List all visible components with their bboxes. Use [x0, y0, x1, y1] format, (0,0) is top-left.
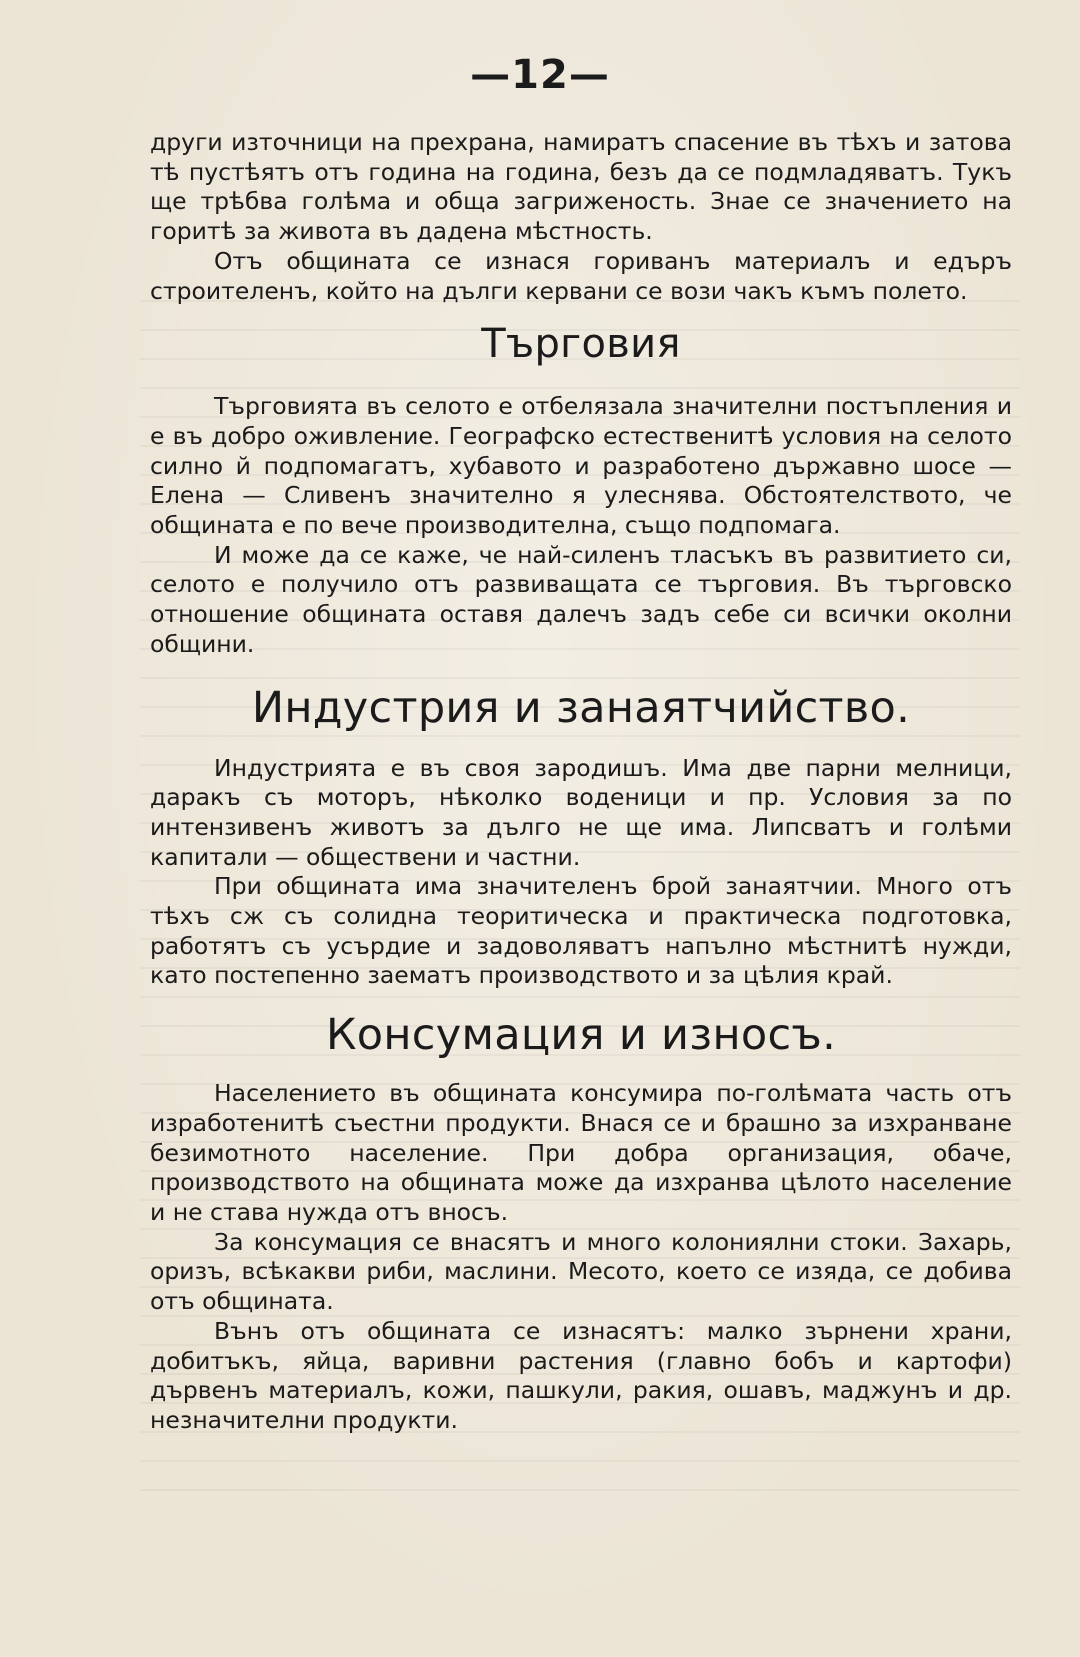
paragraph-industry-1: Индустрията е въ своя зародишъ. Има две парни мелници, даракъ съ моторъ, нѣколко воденици и пр. Условия за по интензивенъ животъ за дълго не ще има. Липсватъ и голѣми капитали — обществени и частни. — [150, 753, 1012, 871]
paragraph-trade-2: И може да се каже, че най-силенъ тласъкъ въ развитието си, селото е получило отъ развиващата се търговия. Въ търговско отношение общината оставя далечъ задъ себе си всички околни общини. — [150, 540, 1012, 658]
paragraph-consumption-2: За консумация се внасятъ и много колониялни стоки. Захарь, оризъ, всѣкакви риби, маслини. Месото, което се изяда, се добива отъ общината. — [150, 1227, 1012, 1316]
section-heading-trade: Търговия — [481, 321, 681, 368]
paragraph-consumption-3: Вънъ отъ общината се изнасятъ: малко зърнени храни, добитъкъ, яйца, варивни растения (главно бобъ и картофи) дървенъ материалъ, кожи, пашкули, ракия, ошавъ, маджунъ и др. незначителни продукти. — [150, 1316, 1012, 1434]
paragraph-consumption-1: Населението въ общината консумира по-голѣмата часть отъ изработенитѣ съестни продукти. Внася се и брашно за изхранване безимотното население. При добра организация, обаче, производството на общината може да изхранва цѣлото население и не става нужда отъ вносъ. — [150, 1079, 1012, 1226]
paragraph-intro-1: други източници на прехрана, намиратъ спасение въ тѣхъ и затова тѣ пустѣятъ отъ година на година, безъ да се подмладяватъ. Тукъ ще трѣбва голѣма и обща загриженость. Знае се значението на горитѣ за живота въ дадена мѣстность. — [150, 128, 1012, 246]
page-number: —12— — [470, 52, 610, 98]
section-heading-industry: Индустрия и занаятчийство. — [251, 682, 911, 733]
paragraph-industry-2: При общината има значителенъ брой занаятчии. Много отъ тѣхъ сж съ солидна теоритическа и практическа подготовка, работятъ съ усърдие и задоволяватъ напълно мѣстнитѣ нужди, като постепенно заематъ производството и за цѣлия край. — [150, 872, 1012, 990]
page-content — [150, 128, 1012, 1436]
paragraph-intro-2: Отъ общината се изнася гориванъ материалъ и едъръ строителенъ, който на дълги кервани се вози чакъ къмъ полето. — [150, 246, 1012, 305]
paragraph-trade-1: Търговията въ селото е отбелязала значителни постъпления и е въ добро оживление. Географско естественитѣ условия на селото силно й подпомагатъ, хубавото и разработено държавно шосе — Елена — Сливенъ значително я улеснява. Обстоятелството, че общината е по вече производителна, също подпомага. — [150, 392, 1012, 540]
section-heading-consumption: Консумация и износъ. — [325, 1010, 837, 1061]
